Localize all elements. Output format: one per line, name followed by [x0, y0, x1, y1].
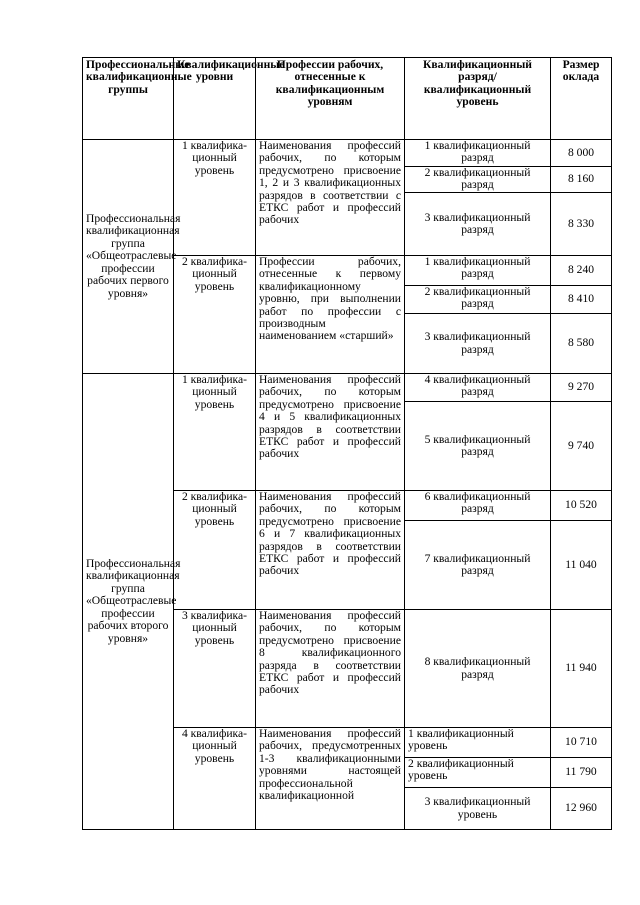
salary-cell: 10 520 — [551, 491, 612, 521]
table-row — [83, 374, 612, 402]
group-name: Профессиональная квалификационная группа «Общеотраслевые профессии рабочих второго уровня» — [83, 374, 174, 830]
professions-text: Наименования профессий рабочих, по которым предусмотрено присвоение 4 и 5 квалификационных разрядов в соответствии ЕТКС работ и профессий рабочих — [256, 374, 405, 491]
grade-cell: 5 квалификационный разряд — [405, 402, 551, 491]
salary-cell: 8 240 — [551, 256, 612, 286]
header-salary: Размер оклада — [551, 58, 612, 140]
grade-cell: 1 квалификационный уровень — [405, 728, 551, 758]
professions-text: Наименования профессий рабочих, по которым предусмотрено присвоение 6 и 7 квалификационных разрядов в соответствии ЕТКС работ и профессий рабочих — [256, 491, 405, 610]
grade-cell: 6 квалификационный разряд — [405, 491, 551, 521]
table-row — [83, 140, 612, 167]
grade-cell: 1 квалификационный разряд — [405, 140, 551, 167]
header-professions: Профессии рабочих, отнесенные к квалификационным уровням — [256, 58, 405, 140]
professions-text: Профессии рабочих, отнесенные к первому квалификационному уровню, при выполнении работ по профессии с производным наименованием «старший» — [256, 256, 405, 374]
salary-table — [82, 57, 612, 830]
level-name: 1 квалифика-ционный уровень — [174, 140, 256, 256]
salary-cell: 8 000 — [551, 140, 612, 167]
salary-cell: 10 710 — [551, 728, 612, 758]
grade-cell: 3 квалификационный разряд — [405, 193, 551, 256]
table-header-row — [83, 58, 612, 140]
salary-cell: 11 040 — [551, 521, 612, 610]
professions-text: Наименования профессий рабочих, по которым предусмотрено присвоение 1, 2 и 3 квалификационных разрядов в соответствии с ЕТКС работ и профессий рабочих — [256, 140, 405, 256]
salary-cell: 8 160 — [551, 167, 612, 193]
group-name: Профессиональная квалификационная группа «Общеотраслевые профессии рабочих первого уровня» — [83, 140, 174, 374]
grade-cell: 4 квалификационный разряд — [405, 374, 551, 402]
level-name: 2 квалифика-ционный уровень — [174, 491, 256, 610]
grade-cell: 2 квалификационный разряд — [405, 286, 551, 314]
salary-cell: 12 960 — [551, 788, 612, 830]
salary-cell: 8 330 — [551, 193, 612, 256]
salary-cell: 8 580 — [551, 314, 612, 374]
header-grade: Квалификационный разряд/квалификационный уровень — [405, 58, 551, 140]
salary-cell: 9 740 — [551, 402, 612, 491]
header-groups: Профессиональные квалификационные группы — [83, 58, 174, 140]
salary-cell: 8 410 — [551, 286, 612, 314]
header-levels: Квалификационные уровни — [174, 58, 256, 140]
salary-cell: 11 790 — [551, 758, 612, 788]
level-name: 3 квалифика-ционный уровень — [174, 610, 256, 728]
grade-cell: 1 квалификационный разряд — [405, 256, 551, 286]
professions-text: Наименования профессий рабочих, предусмотренных 1-3 квалификационными уровнями настоящей профессиональной квалификационной — [256, 728, 405, 830]
level-name: 2 квалифика-ционный уровень — [174, 256, 256, 374]
grade-cell: 2 квалификационный разряд — [405, 167, 551, 193]
professions-text: Наименования профессий рабочих, по которым предусмотрено присвоение 8 квалификационного разряда в соответствии ЕТКС работ и профессий рабочих — [256, 610, 405, 728]
grade-cell: 3 квалификационный разряд — [405, 314, 551, 374]
level-name: 1 квалифика-ционный уровень — [174, 374, 256, 491]
grade-cell: 3 квалификационный уровень — [405, 788, 551, 830]
salary-cell: 11 940 — [551, 610, 612, 728]
grade-cell: 7 квалификационный разряд — [405, 521, 551, 610]
salary-cell: 9 270 — [551, 374, 612, 402]
document-page — [82, 57, 611, 837]
grade-cell: 2 квалификационный уровень — [405, 758, 551, 788]
level-name: 4 квалифика-ционный уровень — [174, 728, 256, 830]
grade-cell: 8 квалификационный разряд — [405, 610, 551, 728]
